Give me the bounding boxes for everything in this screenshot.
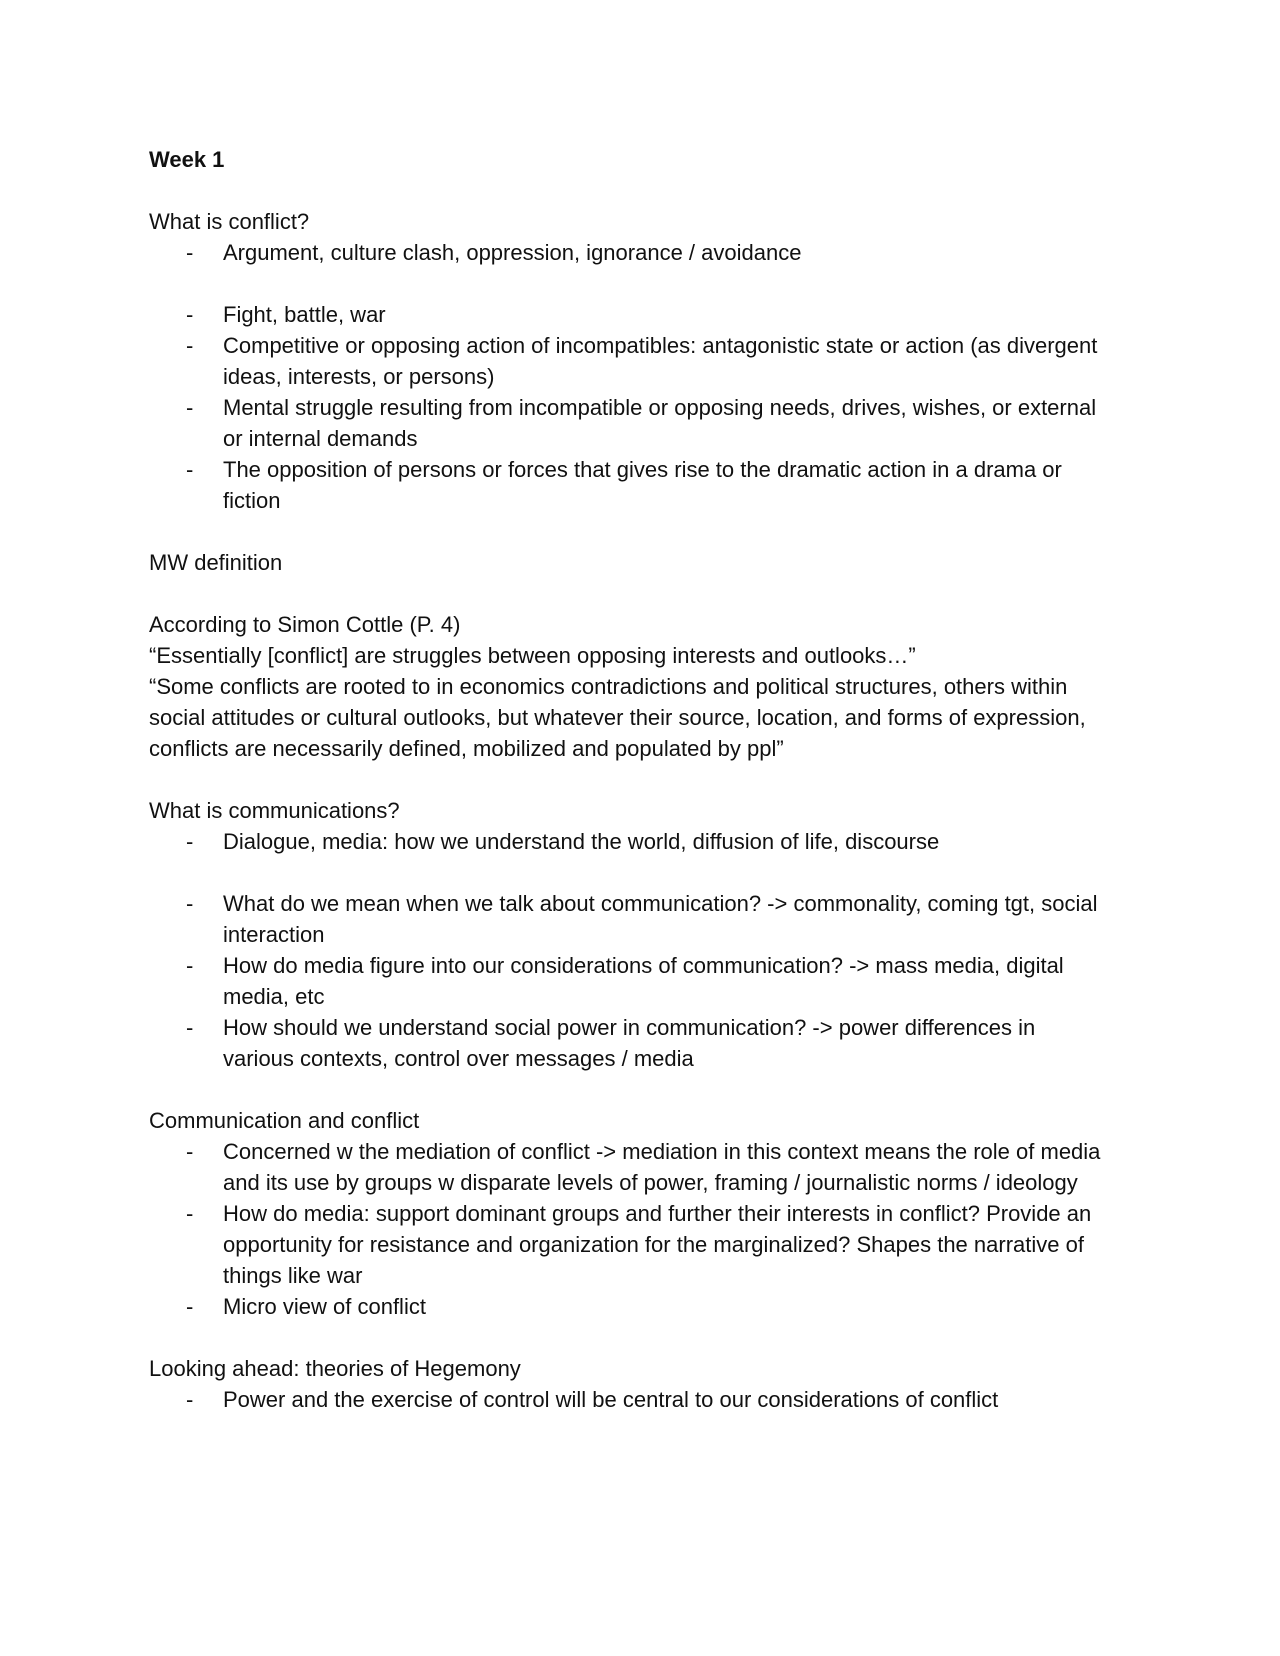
list-item: - How do media: support dominant groups and further their interests in conflict? Provide an opportunity for resistance and organization for the marginalized? Shapes the narrative of things like war — [149, 1198, 1109, 1291]
section-what-is-conflict — [149, 206, 1109, 516]
list-item: - Concerned w the mediation of conflict -> mediation in this context means the role of media and its use by groups w disparate levels of power, framing / journalistic norms / ideology — [149, 1136, 1109, 1198]
quote-line: “Essentially [conflict] are struggles between opposing interests and outlooks…” — [149, 643, 916, 668]
dash-bullet: - — [186, 1201, 194, 1226]
dash-bullet: - — [186, 1139, 194, 1164]
dash-bullet: - — [186, 457, 194, 482]
bullet-list — [149, 826, 1109, 1074]
list-item: - What do we mean when we talk about communication? -> commonality, coming tgt, social interaction — [149, 888, 1109, 950]
dash-bullet: - — [186, 829, 194, 854]
bullet-list — [149, 237, 1109, 516]
section-mw-definition — [149, 547, 1109, 578]
section-looking-ahead — [149, 1353, 1109, 1415]
section-heading: What is communications? — [149, 798, 400, 823]
dash-bullet: - — [186, 240, 194, 265]
document-page — [149, 144, 1109, 1415]
bullet-list — [149, 1136, 1109, 1322]
dash-bullet: - — [186, 891, 194, 916]
dash-bullet: - — [186, 1387, 194, 1412]
section-simon-cottle — [149, 609, 1109, 764]
list-item: - Fight, battle, war — [149, 299, 1109, 330]
document-title: Week 1 — [149, 147, 225, 172]
dash-bullet: - — [186, 302, 194, 327]
dash-bullet: - — [186, 333, 194, 358]
list-item: - The opposition of persons or forces that gives rise to the dramatic action in a drama or fiction — [149, 454, 1109, 516]
list-item: - Power and the exercise of control will be central to our considerations of conflict — [149, 1384, 1109, 1415]
quote-line: “Some conflicts are rooted to in economics contradictions and political structures, others within social attitudes or cultural outlooks, but whatever their source, location, and forms of expression, conflicts are necessarily defined, mobilized and populated by ppl” — [149, 674, 1086, 761]
list-item: - Dialogue, media: how we understand the world, diffusion of life, discourse — [149, 826, 1109, 857]
bullet-list — [149, 1384, 1109, 1415]
dash-bullet: - — [186, 953, 194, 978]
list-item: - Mental struggle resulting from incompatible or opposing needs, drives, wishes, or external or internal demands — [149, 392, 1109, 454]
dash-bullet: - — [186, 1015, 194, 1040]
section-heading: According to Simon Cottle (P. 4) — [149, 612, 461, 637]
section-what-is-communications — [149, 795, 1109, 1074]
dash-bullet: - — [186, 1294, 194, 1319]
section-heading: Looking ahead: theories of Hegemony — [149, 1356, 521, 1381]
section-heading: What is conflict? — [149, 209, 310, 234]
list-item: - Competitive or opposing action of incompatibles: antagonistic state or action (as divergent ideas, interests, or persons) — [149, 330, 1109, 392]
section-communication-and-conflict — [149, 1105, 1109, 1322]
section-heading: Communication and conflict — [149, 1108, 420, 1133]
list-item: - How should we understand social power in communication? -> power differences in various contexts, control over messages / media — [149, 1012, 1109, 1074]
list-item: - How do media figure into our considerations of communication? -> mass media, digital media, etc — [149, 950, 1109, 1012]
section-heading: MW definition — [149, 550, 283, 575]
list-item: - Argument, culture clash, oppression, ignorance / avoidance — [149, 237, 1109, 268]
dash-bullet: - — [186, 395, 194, 420]
list-item: - Micro view of conflict — [149, 1291, 1109, 1322]
